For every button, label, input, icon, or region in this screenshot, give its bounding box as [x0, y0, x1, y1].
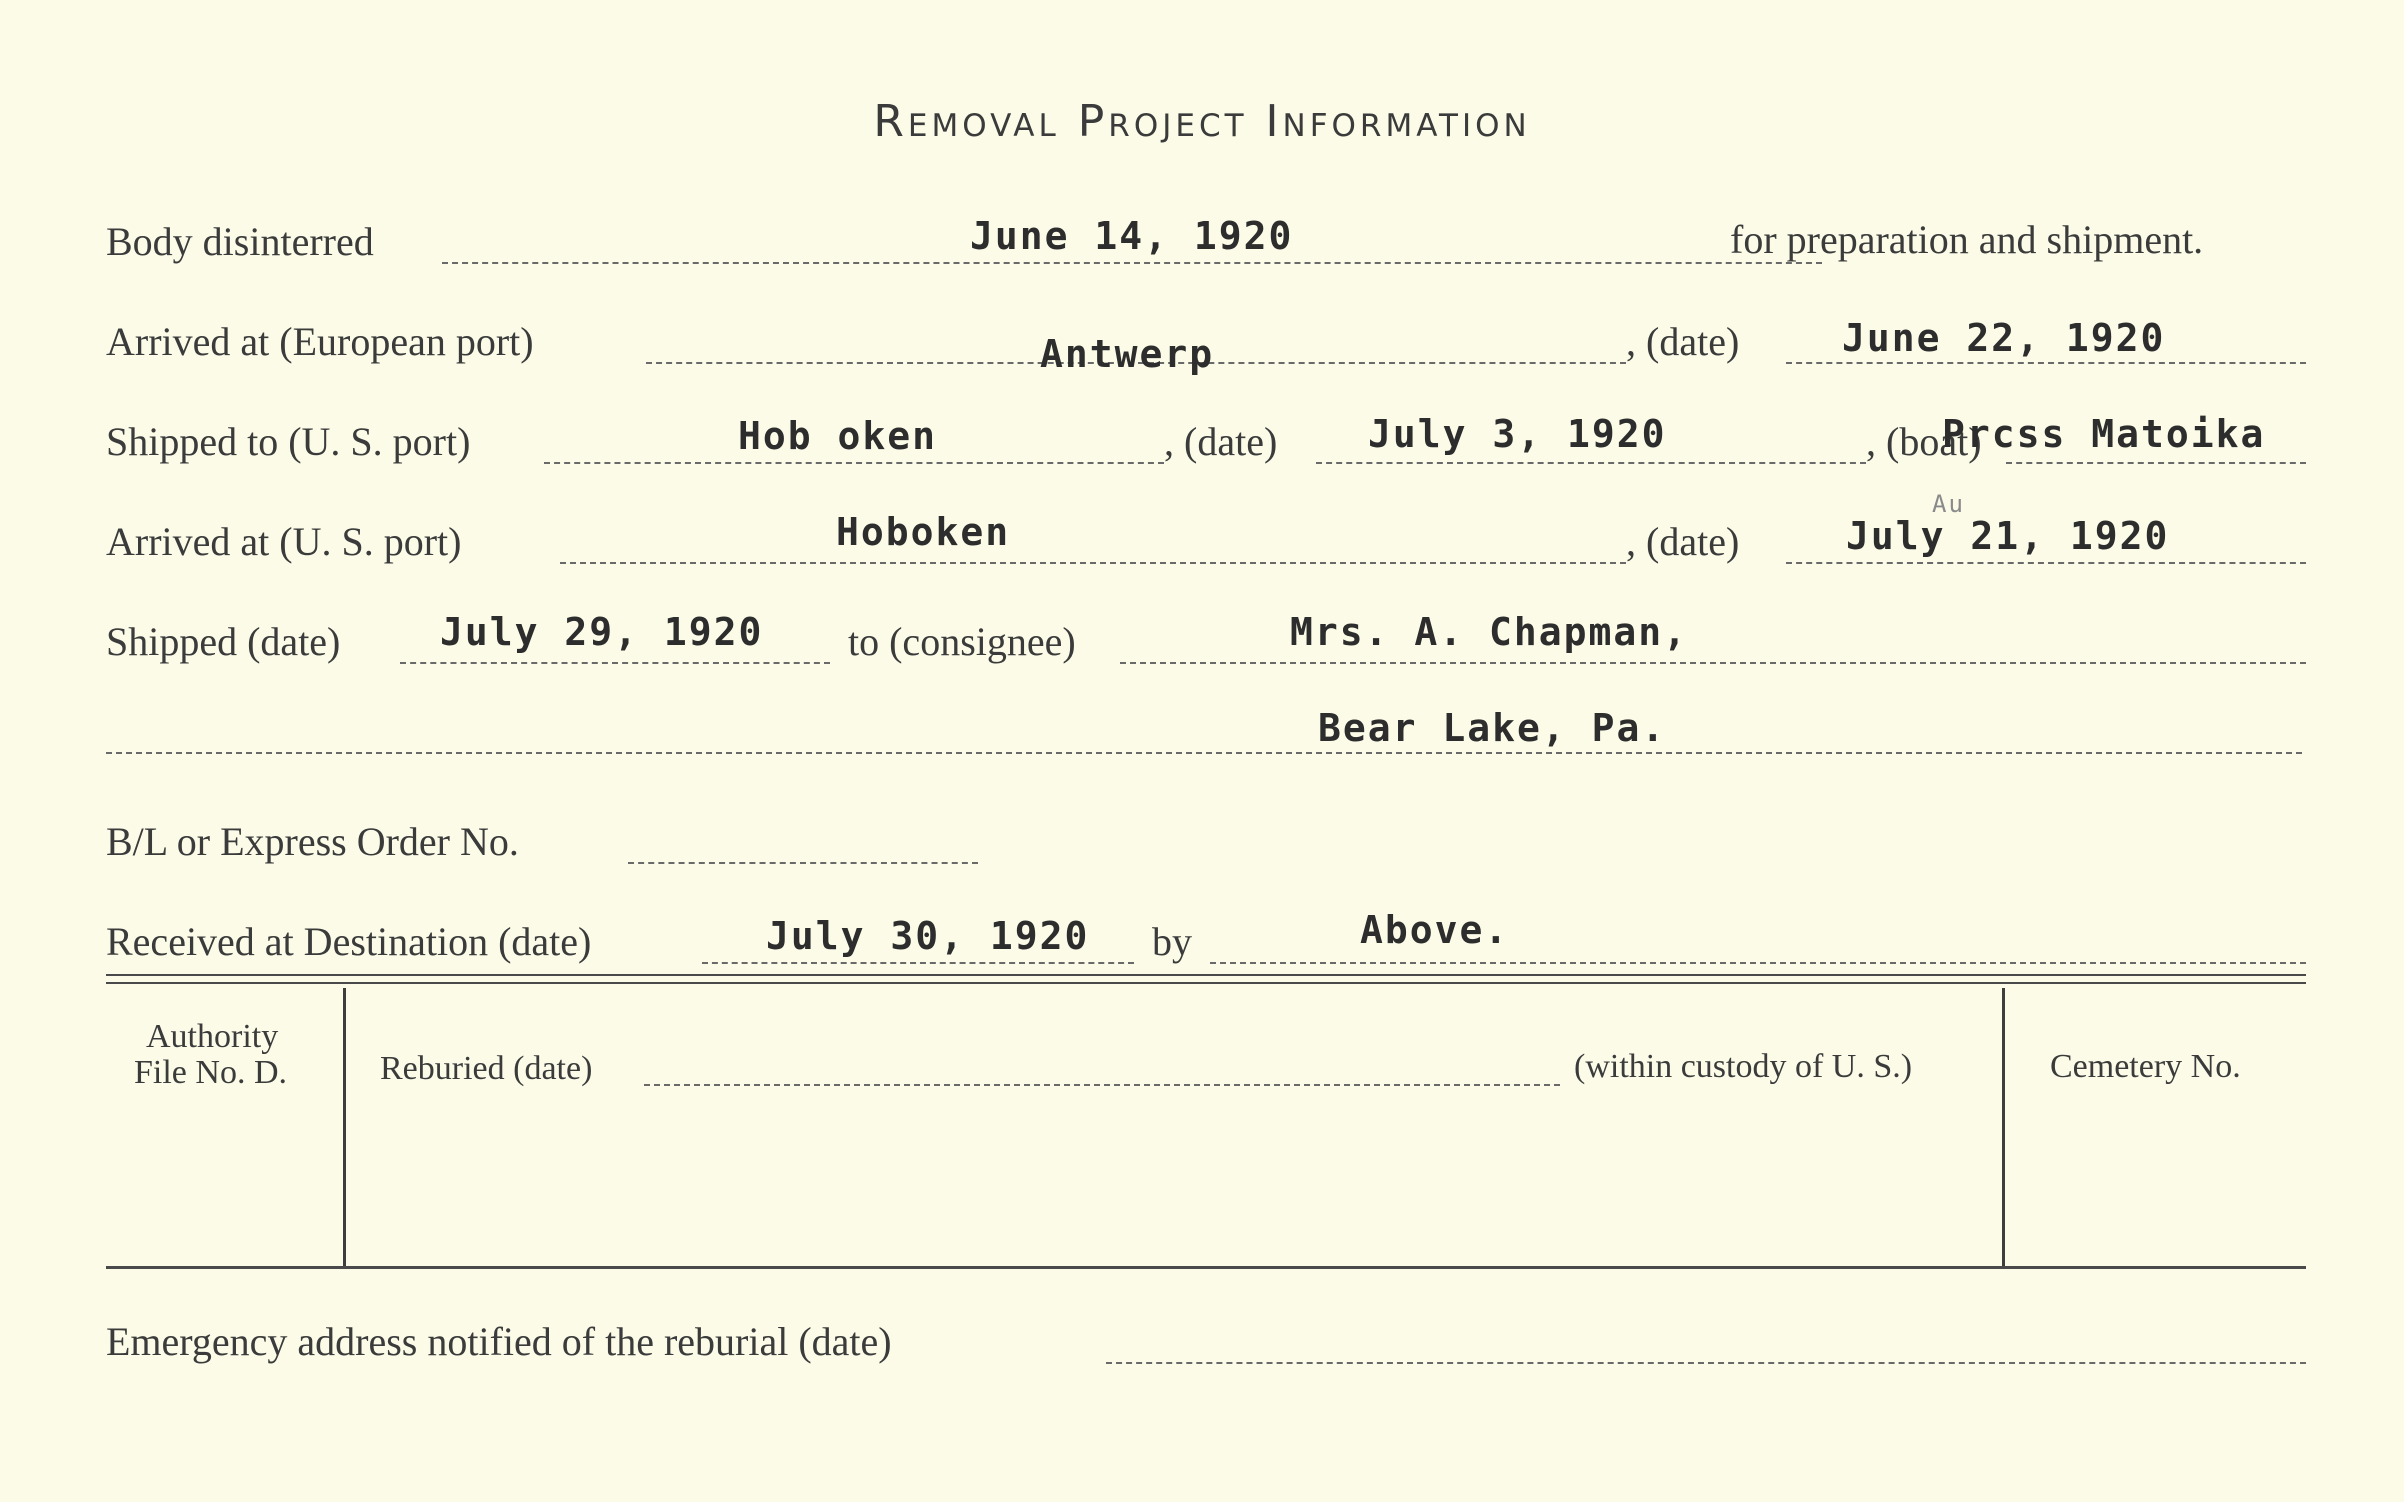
cemetery-label: Cemetery No.: [2050, 1048, 2241, 1085]
boat-label: , (boat): [1866, 419, 1982, 464]
table-top-rule-2: [106, 982, 2306, 984]
arrived-european-date-label: , (date): [1626, 319, 1740, 364]
consignee-address-row: [106, 706, 2306, 772]
emergency-line: [1106, 1362, 2306, 1364]
bl-label: B/L or Express Order No.: [106, 819, 519, 864]
by-value: Above.: [1360, 908, 1510, 952]
shipped-us-line: [544, 462, 1164, 464]
authority-label-2: File No. D.: [134, 1054, 287, 1091]
shipped-us-date-line: [1316, 462, 1866, 464]
emergency-row: [106, 1312, 2306, 1372]
shipped-us-value: Hob oken: [738, 414, 938, 458]
consignee-label: to (consignee): [848, 619, 1076, 664]
arrived-us-date-line: [1786, 562, 2306, 564]
shipped-us-label: Shipped to (U. S. port): [106, 419, 471, 464]
boat-value: Prcss Matoika: [1942, 412, 2266, 456]
arrived-european-value: Antwerp: [1040, 332, 1215, 376]
table-bottom-rule: [106, 1266, 2306, 1269]
consignee-address: Bear Lake, Pa.: [1318, 706, 1667, 750]
shipped-date-line: [400, 662, 830, 664]
shipped-consignee-row: [106, 612, 2306, 672]
bl-line: [628, 862, 978, 864]
by-line: [1210, 962, 2306, 964]
body-disinterred-row: [106, 212, 2306, 272]
received-value: July 30, 1920: [766, 914, 1090, 958]
custody-label: (within custody of U. S.): [1574, 1048, 1913, 1085]
authority-label-1: Authority: [146, 1018, 279, 1055]
arrived-us-date: July 21, 1920: [1846, 514, 2170, 558]
arrived-european-label: Arrived at (European port): [106, 319, 534, 364]
emergency-label: Emergency address notified of the reburial (date): [106, 1319, 892, 1364]
table-top-rule-1: [106, 974, 2306, 976]
body-disinterred-label: Body disinterred: [106, 219, 374, 264]
consignee-value: Mrs. A. Chapman,: [1290, 610, 1689, 654]
received-row: [106, 908, 2306, 972]
consignee-line: [1120, 662, 2306, 664]
arrived-us-date-label: , (date): [1626, 519, 1740, 564]
card-title: Removal Project Information: [873, 96, 1531, 147]
shipped-date-label: Shipped (date): [106, 619, 341, 664]
shipped-us-date-label: , (date): [1164, 419, 1278, 464]
received-line: [702, 962, 1134, 964]
body-disinterred-line: [442, 262, 1822, 264]
arrived-us-row: [106, 490, 2306, 572]
by-label: by: [1152, 919, 1192, 964]
shipped-us-row: [106, 412, 2306, 472]
arrived-european-row: [106, 312, 2306, 376]
body-disinterred-value: June 14, 1920: [970, 214, 1294, 258]
shipped-us-date: July 3, 1920: [1368, 412, 1667, 456]
table-divider-left: [343, 988, 346, 1266]
received-label: Received at Destination (date): [106, 919, 592, 964]
consignee-address-line: [106, 752, 2302, 754]
arrived-european-date-line: [1786, 362, 2306, 364]
arrived-us-line: [560, 562, 1626, 564]
arrived-european-date: June 22, 1920: [1842, 316, 2166, 360]
reburied-label: Reburied (date): [380, 1050, 593, 1087]
boat-line: [2006, 462, 2306, 464]
arrived-us-label: Arrived at (U. S. port): [106, 519, 462, 564]
shipped-date-value: July 29, 1920: [440, 610, 764, 654]
bl-row: [106, 812, 2306, 872]
body-disinterred-suffix: for preparation and shipment.: [1730, 217, 2204, 262]
reburied-line: [644, 1084, 1560, 1086]
table-divider-right: [2002, 988, 2005, 1266]
arrived-us-date-note: Au: [1932, 490, 1965, 518]
arrived-us-value: Hoboken: [836, 510, 1011, 554]
